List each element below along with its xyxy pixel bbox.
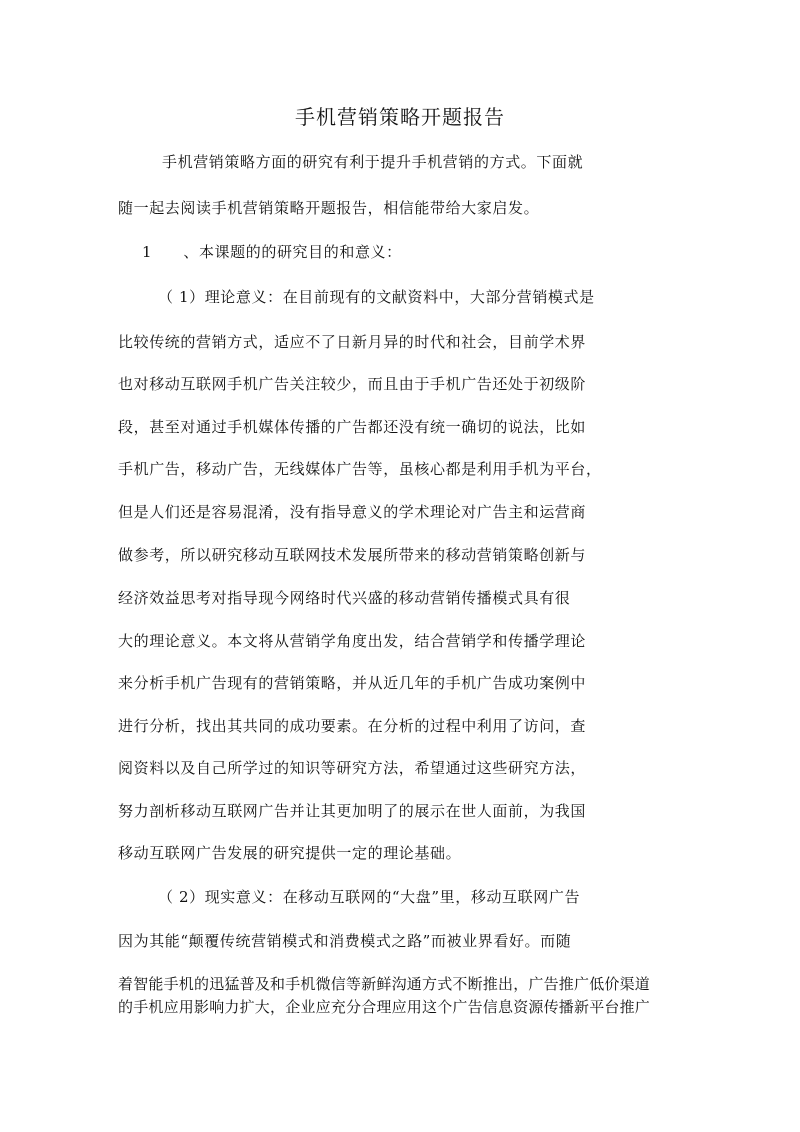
paragraph-line: 阅资料以及自己所学过的知识等研究方法，希望通过这些研究方法， [118,759,587,777]
paragraph-line: （ 1）理论意义：在目前现有的文献资料中，大部分营销模式是 [158,288,595,306]
section-heading: 1 、本课题的的研究目的和意义： [142,243,402,261]
paragraph-line: 进行分析，找出其共同的成功要素。在分析的过程中利用了访问，查 [118,717,587,735]
paragraph-line: 努力剖析移动互联网广告并让其更加明了的展示在世人面前，为我国 [118,802,587,820]
paragraph-line: 随一起去阅读手机营销策略开题报告，相信能带给大家启发。 [118,199,540,217]
paragraph-line: 经济效益思考对指导现今网络时代兴盛的移动营销传播模式具有很 [118,589,571,607]
paragraph-line: 做参考，所以研究移动互联网技术发展所带来的移动营销策略创新与 [118,546,587,564]
document-title: 手机营销策略开题报告 [295,105,505,129]
paragraph-line: 大的理论意义。本文将从营销学角度出发，结合营销学和传播学理论 [118,632,587,650]
paragraph-line: 但是人们还是容易混淆，没有指导意义的学术理论对广告主和运营商 [118,503,587,521]
paragraph-line: 因为其能“颠覆传统营销模式和消费模式之路”而被业界看好。而随 [118,932,572,950]
paragraph-line: 手机营销策略方面的研究有利于提升手机营销的方式。下面就 [162,153,584,171]
paragraph-line: 移动互联网广告发展的研究提供一定的理论基础。 [118,844,462,862]
paragraph-line: 段，甚至对通过手机媒体传播的广告都还没有统一确切的说法，比如 [118,418,587,436]
paragraph-line: 着智能手机的迅猛普及和手机微信等新鲜沟通方式不断推出，广告推广低价渠道 [118,975,651,993]
paragraph-line: 也对移动互联网手机广告关注较少，而且由于手机广告还处于初级阶 [118,375,587,393]
paragraph-line: 的手机应用影响力扩大，企业应充分合理应用这个广告信息资源传播新平台推广 [118,998,651,1016]
paragraph-line: （ 2）现实意义：在移动互联网的“大盘”里，移动互联网广告 [158,888,581,906]
paragraph-line: 比较传统的营销方式，适应不了日新月异的时代和社会，目前学术界 [118,333,587,351]
paragraph-line: 手机广告，移动广告，无线媒体广告等，虽核心都是利用手机为平台， [118,460,602,478]
paragraph-line: 来分析手机广告现有的营销策略，并从近几年的手机广告成功案例中 [118,674,587,692]
